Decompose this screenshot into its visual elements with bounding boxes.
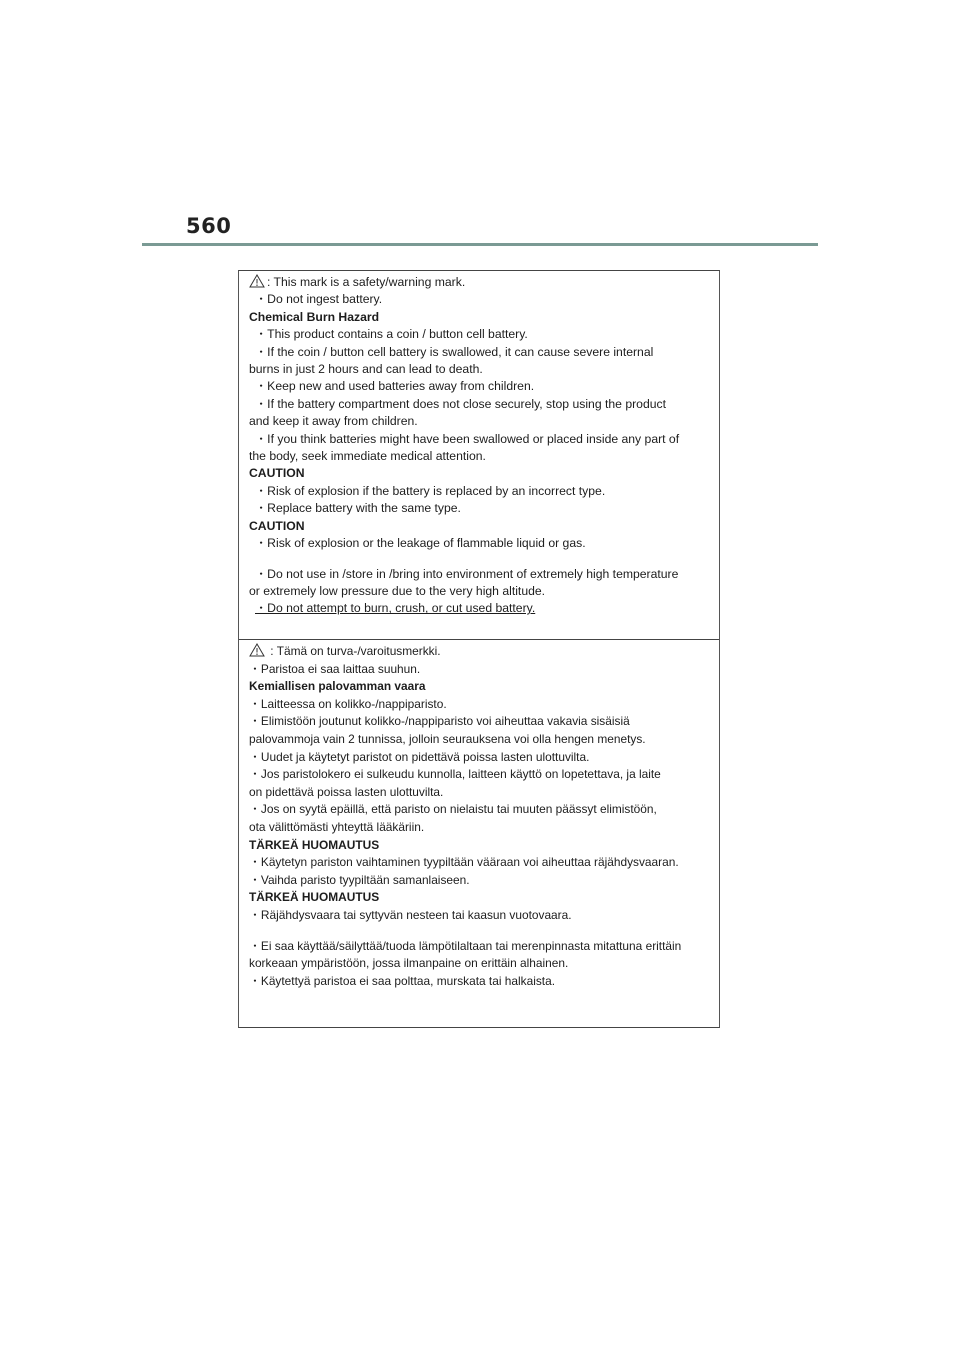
finnish-section	[249, 643, 707, 990]
swallowed-line-1: ・If the coin / button cell battery is swallowed, it can cause severe internal	[255, 344, 654, 359]
explosion-type-line: ・Käytetyn pariston vaihtaminen tyypiltään vääraan voi aiheuttaa räjähdysvaaran.	[249, 855, 679, 870]
think-line-1: ・If you think batteries might have been swallowed or placed inside any part of	[255, 431, 680, 446]
replace-same-line: ・Vaihda paristo tyypiltään samanlaiseen.	[249, 872, 470, 887]
explosion-leak-line: ・Risk of explosion or the leakage of flammable liquid or gas.	[255, 536, 586, 551]
warning-triangle-icon	[249, 643, 265, 657]
compartment-line-2: and keep it away from children.	[249, 414, 418, 429]
swallowed-line-2: burns in just 2 hours and can lead to death.	[249, 362, 483, 377]
swallowed-line-2: palovammoja vain 2 tunnissa, jolloin seurauksena voi olla hengen menetys.	[249, 731, 646, 746]
think-line-2: ota välittömästi yhteyttä lääkäriin.	[249, 819, 425, 834]
chemical-burn-heading: Chemical Burn Hazard	[249, 309, 380, 324]
think-line-2: the body, seek immediate medical attention.	[249, 449, 486, 464]
section-divider	[239, 639, 719, 640]
warning-mark-text: : This mark is a safety/warning mark.	[267, 275, 466, 289]
explosion-type-line: ・Risk of explosion if the battery is replaced by an incorrect type.	[255, 483, 606, 498]
header-rule	[142, 243, 818, 246]
page-number: 560	[186, 214, 232, 238]
caution-heading-1: TÄRKEÄ HUOMAUTUS	[249, 837, 380, 852]
compartment-line-1: ・If the battery compartment does not close securely, stop using the product	[255, 396, 666, 411]
battery-warning-box	[238, 270, 720, 1028]
english-section	[249, 274, 707, 618]
warning-mark-line	[249, 643, 707, 661]
swallowed-line-1: ・Elimistöön joutunut kolikko-/nappiparisto voi aiheuttaa vakavia sisäisiä	[249, 714, 630, 729]
ingest-line: ・Do not ingest battery.	[255, 292, 383, 307]
spacer	[249, 553, 707, 566]
compartment-line-1: ・Jos paristolokero ei sulkeudu kunnolla, laitteen käyttö on lopetettava, ja laite	[249, 767, 661, 782]
ingest-line: ・Paristoa ei saa laittaa suuhun.	[249, 661, 421, 676]
spacer	[249, 925, 707, 938]
warning-mark-line	[249, 274, 707, 291]
altitude-line-2: or extremely low pressure due to the very high altitude.	[249, 583, 546, 598]
caution-heading-2: TÄRKEÄ HUOMAUTUS	[249, 890, 380, 905]
burn-line: ・Käytettyä paristoa ei saa polttaa, murskata tai halkaista.	[249, 973, 556, 988]
explosion-leak-line: ・Räjähdysvaara tai syttyvän nesteen tai kaasun vuotovaara.	[249, 907, 572, 922]
coin-line: ・This product contains a coin / button cell battery.	[255, 327, 528, 342]
altitude-line-1: ・Ei saa käyttää/säilyttää/tuoda lämpötilaltaan tai merenpinnasta mitattuna erittäin	[249, 938, 682, 953]
warning-mark-text: : Tämä on turva-/varoitusmerkki.	[267, 644, 441, 658]
keep-away-line: ・Keep new and used batteries away from children.	[255, 379, 535, 394]
chemical-burn-heading: Kemiallisen palovamman vaara	[249, 679, 426, 694]
think-line-1: ・Jos on syytä epäillä, että paristo on nielaistu tai muuten päässyt elimistöön,	[249, 802, 657, 817]
caution-heading-1: CAUTION	[249, 466, 305, 481]
altitude-line-1: ・Do not use in /store in /bring into environment of extremely high temperature	[255, 566, 679, 581]
replace-same-line: ・Replace battery with the same type.	[255, 501, 461, 516]
compartment-line-2: on pidettävä poissa lasten ulottuvilta.	[249, 784, 444, 799]
burn-line: ・Do not attempt to burn, crush, or cut used battery.	[255, 601, 536, 616]
coin-line: ・Laitteessa on kolikko-/nappiparisto.	[249, 696, 447, 711]
caution-heading-2: CAUTION	[249, 518, 305, 533]
keep-away-line: ・Uudet ja käytetyt paristot on pidettävä poissa lasten ulottuvilta.	[249, 749, 590, 764]
warning-triangle-icon	[249, 274, 265, 288]
altitude-line-2: korkeaan ympäristöön, jossa ilmanpaine on erittäin alhainen.	[249, 956, 569, 971]
